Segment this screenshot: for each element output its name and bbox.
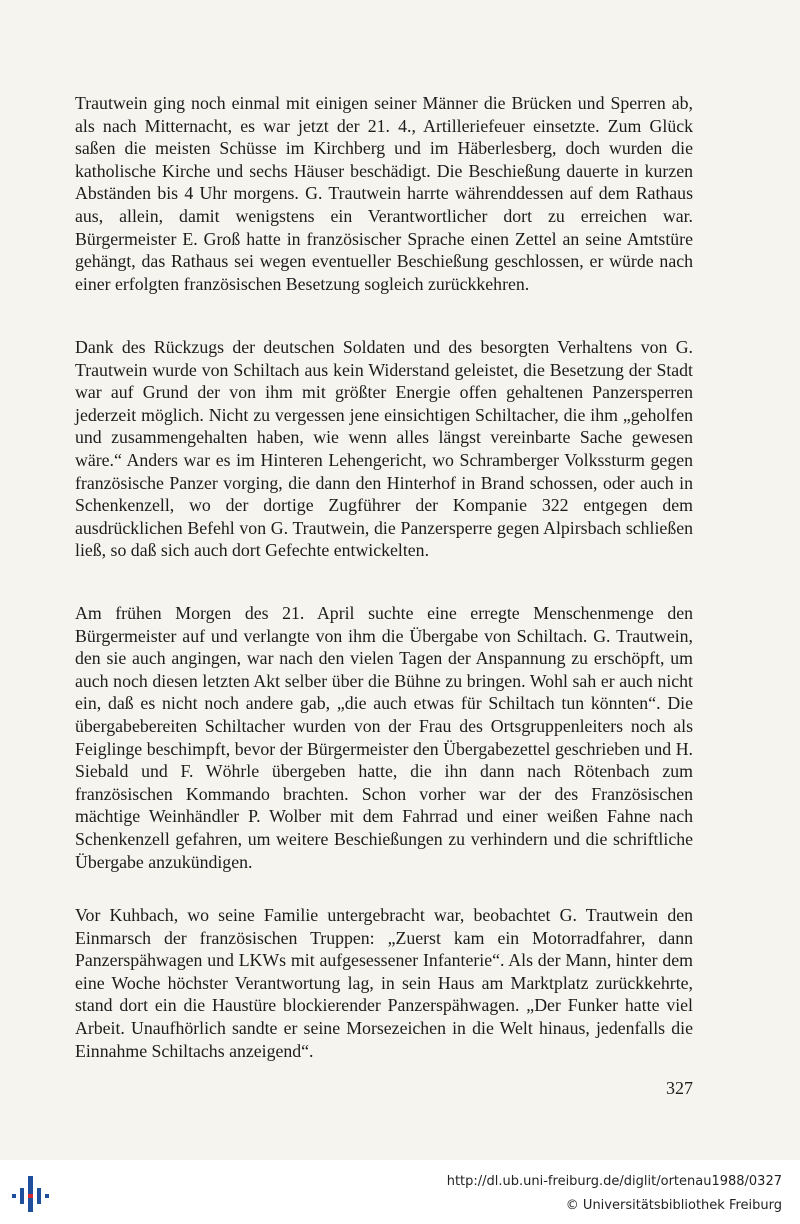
ub-freiburg-logo-icon[interactable] [10, 1172, 54, 1216]
paragraph-text: Vor Kuhbach, wo seine Familie untergebracht war, beobachtet G. Trautwein den Einmarsch der französischen Truppen: „Zuerst kam ein Motorradfahrer, dann Panzerspähwagen und LKWs mit aufgesessener Infanterie“. Als der Mann, hinter dem eine Woche höchster Verantwortung lag, in sein Haus am Marktplatz zurückkehrte, stand dort ein die Haustüre blockierender Panzerspähwagen. „Der Funker hatte viel Arbeit. Unaufhörlich sandte er seine Morsezeichen in die Welt hinaus, jedenfalls die Einnahme Schiltachs anzeigend“. [75, 905, 693, 1061]
source-url-link[interactable]: http://dl.ub.uni-freiburg.de/diglit/ortenau1988/0327 [446, 1174, 782, 1189]
paragraph-4 [75, 904, 693, 1062]
paragraph-text: Trautwein ging noch einmal mit einigen seiner Männer die Brücken und Sperren ab, als nach Mitternacht, es war jetzt der 21. 4., Artilleriefeuer einsetzte. Zum Glück saßen die meisten Schüsse im Kirchberg und im Häberlesberg, doch wurden die katholische Kirche und sechs Häuser beschädigt. Die Beschießung dauerte in kurzen Abständen bis 4 Uhr morgens. G. Trautwein harrte währenddessen auf dem Rathaus aus, allein, damit wenigstens ein Verantwortlicher dort zu erreichen war. Bürgermeister E. Groß hatte in französischer Sprache einen Zettel an seine Amtstüre gehängt, das Rathaus sei wegen eventueller Beschießung geschlossen, er würde nach einer erfolgten französischen Besetzung sogleich zurückkehren. [75, 93, 693, 294]
page-number: 327 [666, 1078, 693, 1098]
paragraph-3 [75, 602, 693, 873]
paragraph-text: Am frühen Morgen des 21. April suchte eine erregte Menschenmenge den Bürgermeister auf und verlangte von ihm die Übergabe von Schiltach. G. Trautwein, den sie auch angingen, war nach den vielen Tagen der Anspannung zu erschöpft, um auch noch diesen letzten Akt selber über die Bühne zu bringen. Wohl sah er auch nicht ein, daß es nicht noch andere gab, „die auch etwas für Schiltach tun könnten“. Die übergabebereiten Schiltacher wurden von der Frau des Ortsgruppenleiters noch als Feiglinge beschimpft, bevor der Bürgermeister den Übergabezettel geschrieben und H. Siebald und F. Wöhrle übergeben hatte, die ihn dann nach Rötenbach zum französischen Kommando brachten. Schon vorher war der des Französischen mächtige Weinhändler P. Wolber mit dem Fahrrad und einer weißen Fahne nach Schenkenzell gefahren, um weitere Beschießungen zu verhindern und die schriftliche Übergabe anzukündigen. [75, 603, 693, 872]
paragraph-2 [75, 336, 693, 562]
copyright-text: © Universitätsbibliothek Freiburg [565, 1198, 782, 1213]
paragraph-1 [75, 92, 693, 295]
footer-bar [0, 1160, 800, 1224]
paragraph-text: Dank des Rückzugs der deutschen Soldaten und des besorgten Verhaltens von G. Trautwein wurde von Schiltach aus kein Widerstand geleistet, die Besetzung der Stadt war auf Grund der von ihm mit größter Energie offen gehaltenen Panzersperren jederzeit möglich. Nicht zu vergessen jene einsichtigen Schiltacher, die ihm „geholfen und zusammengehalten haben, wie wenn alles längst vereinbarte Sache gewesen wäre.“ Anders war es im Hinteren Lehengericht, wo Schramberger Volkssturm gegen französische Panzer vorging, die dann den Hinterhof in Brand schossen, oder auch in Schenkenzell, wo der dortige Zugführer der Kompanie 322 entgegen dem ausdrücklichen Befehl von G. Trautwein, die Panzersperre gegen Alpirsbach schließen ließ, so daß sich auch dort Gefechte entwickelten. [75, 337, 693, 561]
